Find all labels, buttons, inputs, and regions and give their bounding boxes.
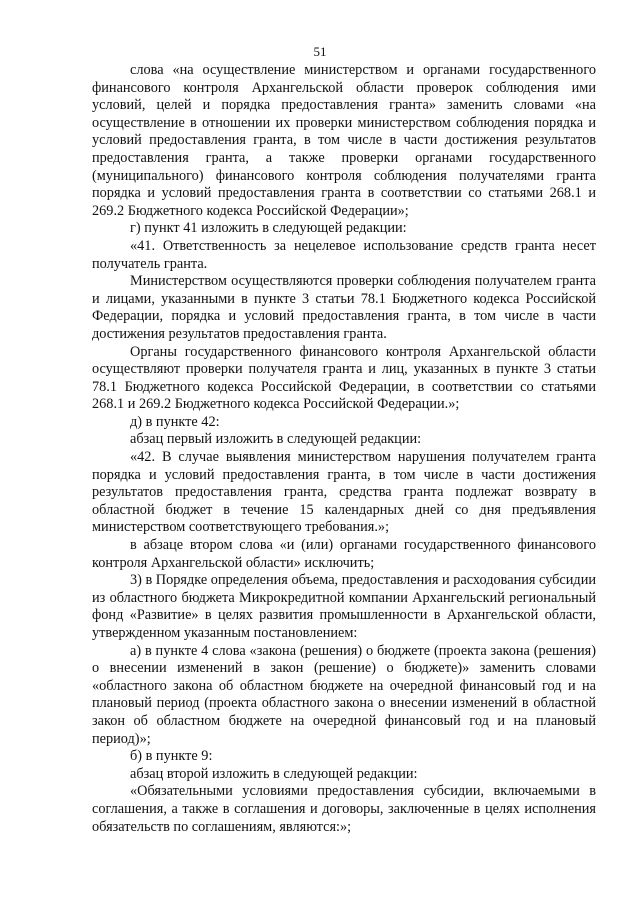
paragraph-point-42: «42. В случае выявления министерством нарушения получателем гранта порядка и условий предоставления гранта, в том числе в части достижения результатов предоставления гранта, средства гранта подлежат возврату в областной бюджет в течение 15 календарных дней со дня предъявления министерством соответствующего требования.»; <box>92 449 596 536</box>
paragraph-mandatory-conditions: «Обязательными условиями предоставления субсидии, включаемыми в соглашения, а также в соглашения и договоры, заключенные в целях исполнения обязательств по соглашениям, являются:»; <box>92 783 596 835</box>
paragraph-second-abzac-new: абзац второй изложить в следующей редакции: <box>130 765 418 782</box>
paragraph-ministry-checks: Министерством осуществляются проверки соблюдения получателем гранта и лицами, указанными в пункте 3 статьи 78.1 Бюджетного кодекса Российской Федерации, порядка и условий предоставления гранта, в том числе в части достижения результатов предоставления гранта. <box>92 273 596 342</box>
page-number: 51 <box>313 44 327 59</box>
paragraph-item-b: б) в пункте 9: <box>130 748 213 765</box>
paragraph-first-abzac: абзац первый изложить в следующей редакции: <box>130 431 422 448</box>
paragraph-item-g: г) пункт 41 изложить в следующей редакции: <box>130 220 407 237</box>
paragraph-second-abzac: в абзаце втором слова «и (или) органами государственного финансового контроля Архангельской области» исключить; <box>92 537 596 571</box>
paragraph-point-41-responsibility: «41. Ответственность за нецелевое использование средств гранта несет получатель гранта. <box>92 237 596 272</box>
paragraph-item-d: д) в пункте 42: <box>130 413 220 430</box>
paragraph-item-3-procedure: 3) в Порядке определения объема, предоставления и расходования субсидии из областного бюджета Микрокредитной компании Архангельский региональный фонд «Развитие» в целях развития промышленности в Архангельской области, утвержденном указанным постановлением: <box>92 572 597 641</box>
paragraph-financial-control-bodies: Органы государственного финансового контроля Архангельской области осуществляют проверки получателя гранта и лиц, указанных в пункте 3 статьи 78.1 Бюджетного кодекса Российской Федерации, в соответствии со статьями 268.1 и 269.2 Бюджетного кодекса Российской Федерации.»; <box>92 343 596 413</box>
document-body <box>92 62 596 836</box>
paragraph-replace-words: слова «на осуществление министерством и органами государственного финансового контроля Архангельской области проверок соблюдения ими условий, целей и порядка предоставления гранта» заменить словами «на осуществление в отношении их проверки министерством соблюдения порядка и условий предоставления гранта, в том числе в части достижения результатов предоставления гранта, а также проверки органами государственного (муниципального) финансового контроля соблюдения получателями гранта порядка и условий предоставления гранта в соответствии со статьями 268.1 и 269.2 Бюджетного кодекса Российской Федерации»; <box>92 62 596 219</box>
paragraph-item-a-point-4: а) в пункте 4 слова «закона (решения) о бюджете (проекта закона (решения) о внесении изменений в закон (решение) о бюджете)» заменить словами «областного закона об областном бюджете на очередной финансовый год и на плановый период (проекта областного закона о внесении изменений в областной закон об областном бюджете на очередной финансовый год и на плановый период)»; <box>92 642 596 747</box>
